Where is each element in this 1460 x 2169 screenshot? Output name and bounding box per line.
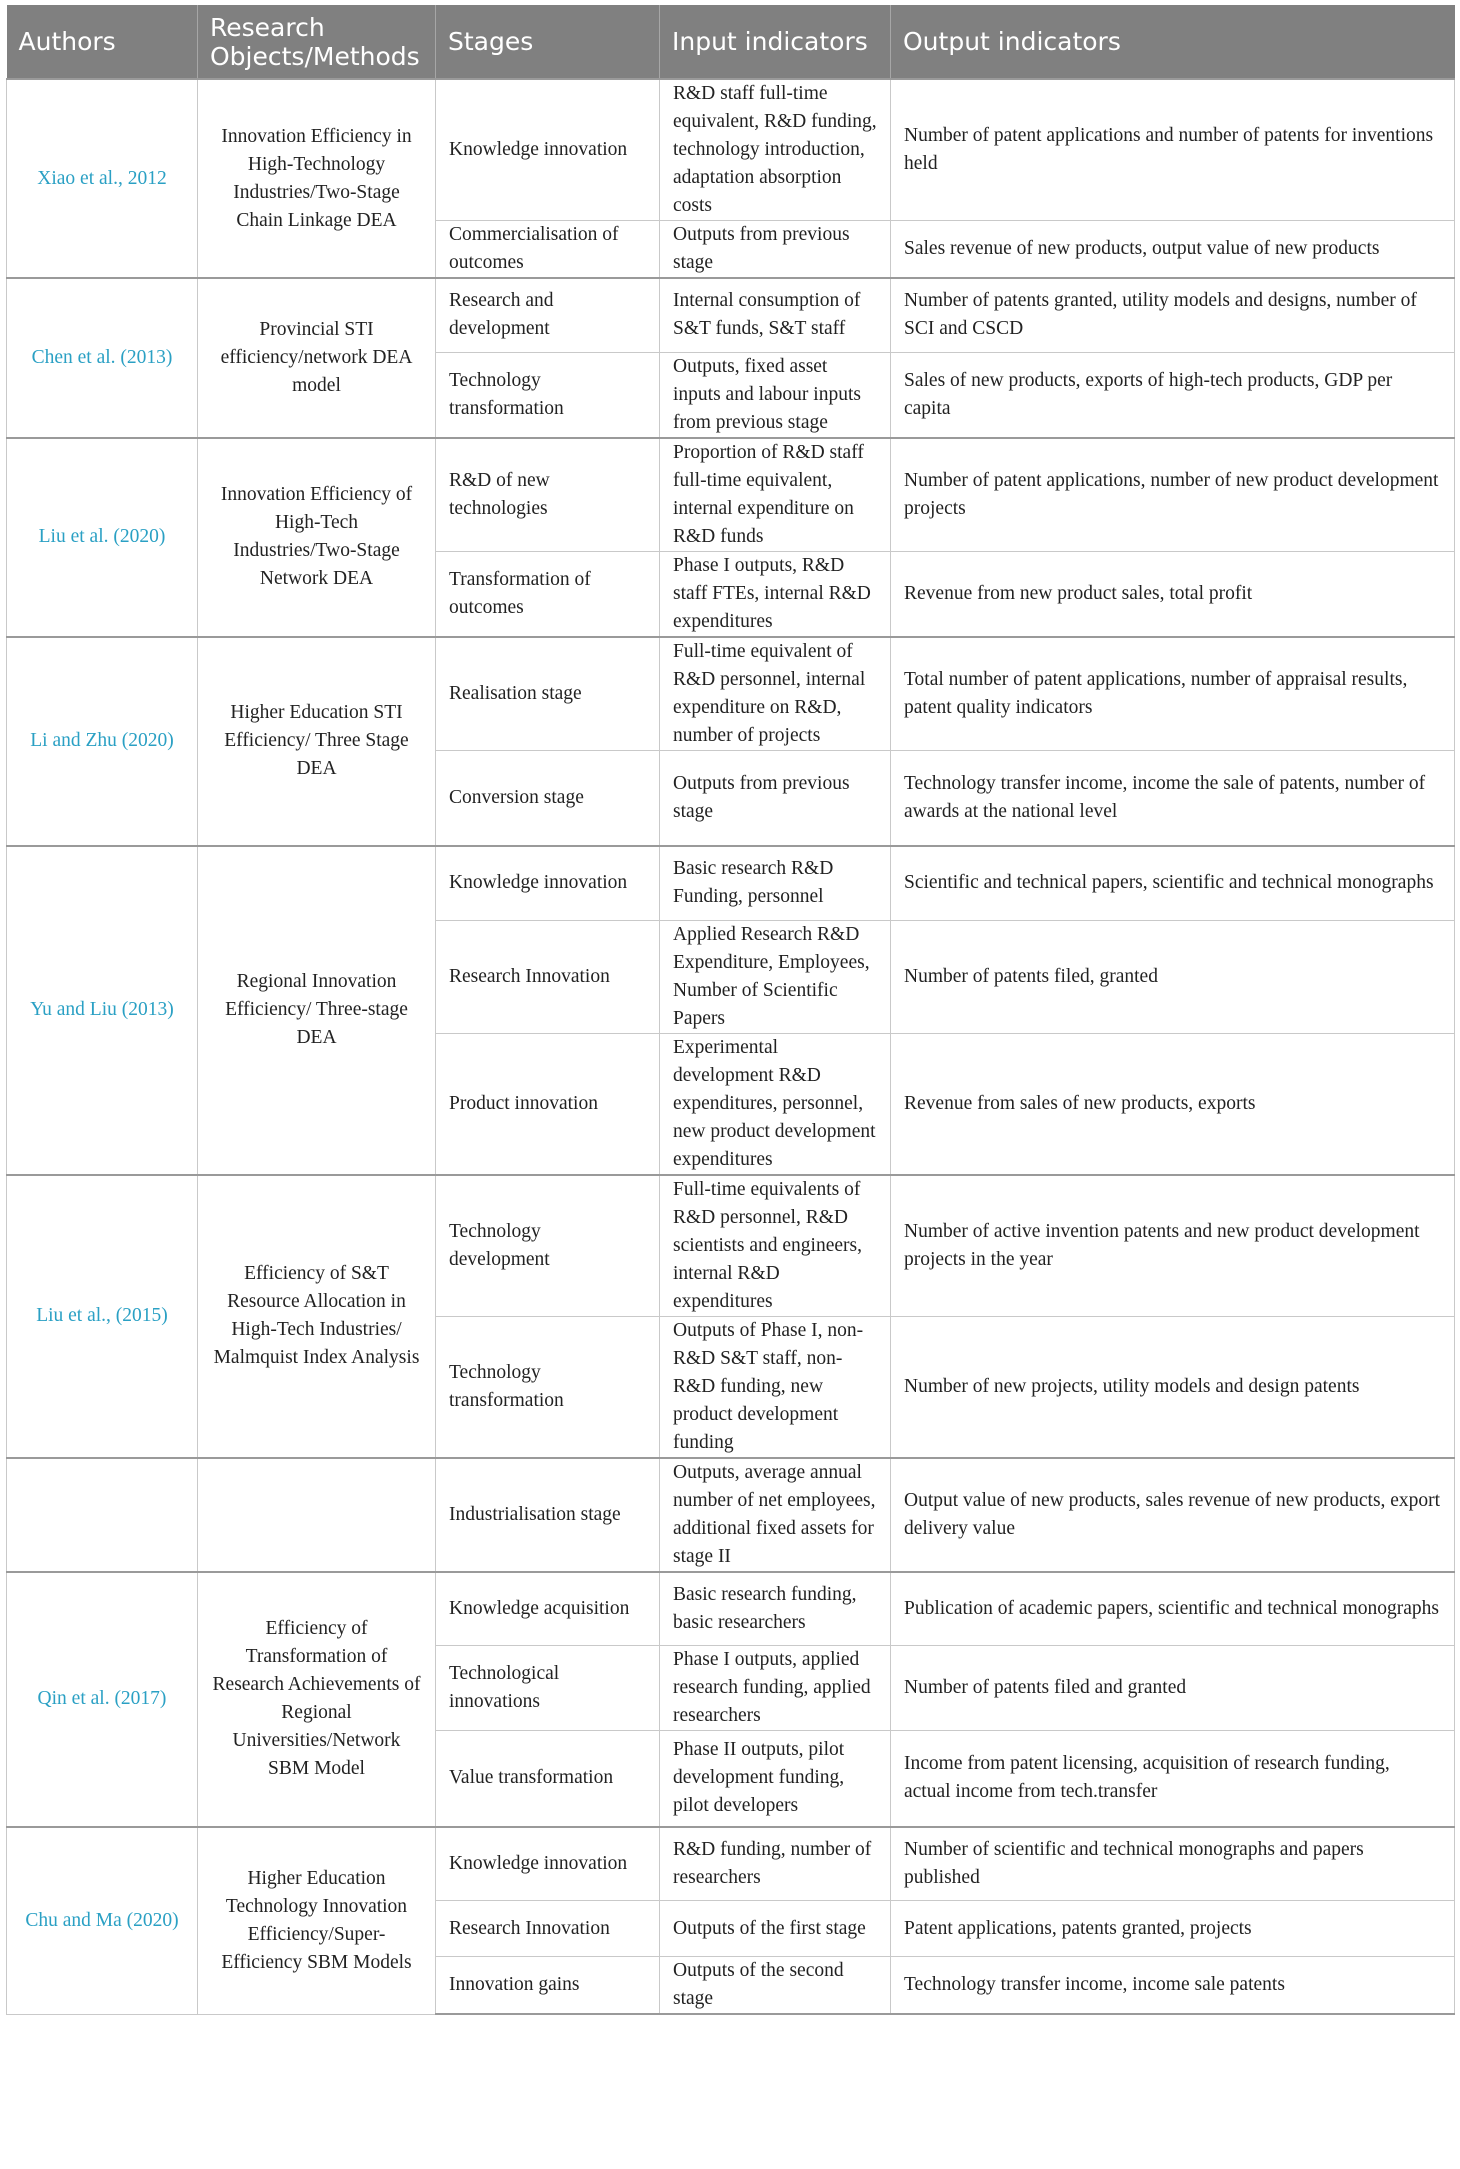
table-row	[7, 278, 1455, 352]
input-indicators-cell: R&D funding, number of researchers	[660, 1827, 891, 1901]
research-efficiency-table	[6, 5, 1455, 2015]
stage-cell: Innovation gains	[436, 1957, 660, 2015]
output-indicators-cell: Number of new projects, utility models and design patents	[891, 1316, 1455, 1458]
output-indicators-cell: Number of patents granted, utility models and designs, number of SCI and CSCD	[891, 278, 1455, 352]
output-indicators-cell: Scientific and technical papers, scientific and technical monographs	[891, 846, 1455, 920]
input-indicators-cell: Experimental development R&D expenditures, personnel, new product development expenditures	[660, 1033, 891, 1175]
table-row	[7, 637, 1455, 751]
stage-cell: Conversion stage	[436, 750, 660, 846]
author-cell[interactable]: Chu and Ma (2020)	[7, 1827, 198, 2015]
header-output-indicators: Output indicators	[891, 5, 1455, 79]
method-cell	[198, 1458, 436, 1572]
input-indicators-cell: Phase I outputs, R&D staff FTEs, internal R&D expenditures	[660, 551, 891, 637]
output-indicators-cell: Technology transfer income, income sale patents	[891, 1957, 1455, 2015]
input-indicators-cell: Full-time equivalent of R&D personnel, internal expenditure on R&D, number of projects	[660, 637, 891, 751]
input-indicators-cell: Full-time equivalents of R&D personnel, R&D scientists and engineers, internal R&D expenditures	[660, 1175, 891, 1317]
input-indicators-cell: Outputs of the second stage	[660, 1957, 891, 2015]
stage-cell: Knowledge acquisition	[436, 1572, 660, 1646]
method-cell: Higher Education Technology Innovation Efficiency/Super-Efficiency SBM Models	[198, 1827, 436, 2015]
author-cell[interactable]: Liu et al., (2015)	[7, 1175, 198, 1458]
table-header-row	[7, 5, 1455, 79]
stage-cell: Realisation stage	[436, 637, 660, 751]
input-indicators-cell: Internal consumption of S&T funds, S&T staff	[660, 278, 891, 352]
output-indicators-cell: Technology transfer income, income the sale of patents, number of awards at the national level	[891, 750, 1455, 846]
stage-cell: Technology development	[436, 1175, 660, 1317]
input-indicators-cell: Outputs from previous stage	[660, 221, 891, 279]
input-indicators-cell: Applied Research R&D Expenditure, Employees, Number of Scientific Papers	[660, 920, 891, 1033]
stage-cell: Product innovation	[436, 1033, 660, 1175]
author-cell[interactable]: Qin et al. (2017)	[7, 1572, 198, 1827]
stage-cell: Research Innovation	[436, 920, 660, 1033]
table-row	[7, 846, 1455, 920]
stage-cell: Technological innovations	[436, 1646, 660, 1731]
author-cell[interactable]: Yu and Liu (2013)	[7, 846, 198, 1175]
author-cell[interactable]: Liu et al. (2020)	[7, 438, 198, 637]
table-row	[7, 1572, 1455, 1646]
table-row	[7, 438, 1455, 552]
output-indicators-cell: Number of scientific and technical monographs and papers published	[891, 1827, 1455, 1901]
table-row	[7, 1458, 1455, 1572]
header-input-indicators: Input indicators	[660, 5, 891, 79]
stage-cell: R&D of new technologies	[436, 438, 660, 552]
input-indicators-cell: Basic research R&D Funding, personnel	[660, 846, 891, 920]
input-indicators-cell: Outputs, average annual number of net employees, additional fixed assets for stage II	[660, 1458, 891, 1572]
stage-cell: Research and development	[436, 278, 660, 352]
output-indicators-cell: Patent applications, patents granted, projects	[891, 1901, 1455, 1957]
input-indicators-cell: Outputs, fixed asset inputs and labour inputs from previous stage	[660, 352, 891, 438]
header-stages: Stages	[436, 5, 660, 79]
method-cell: Higher Education STI Efficiency/ Three Stage DEA	[198, 637, 436, 847]
table-row	[7, 1175, 1455, 1317]
input-indicators-cell: Phase I outputs, applied research funding, applied researchers	[660, 1646, 891, 1731]
output-indicators-cell: Revenue from sales of new products, exports	[891, 1033, 1455, 1175]
stage-cell: Knowledge innovation	[436, 1827, 660, 1901]
input-indicators-cell: Outputs from previous stage	[660, 750, 891, 846]
author-cell[interactable]: Xiao et al., 2012	[7, 79, 198, 278]
method-cell: Innovation Efficiency in High-Technology Industries/Two-Stage Chain Linkage DEA	[198, 79, 436, 278]
output-indicators-cell: Publication of academic papers, scientific and technical monographs	[891, 1572, 1455, 1646]
header-research-objects-methods: Research Objects/Methods	[198, 5, 436, 79]
stage-cell: Research Innovation	[436, 1901, 660, 1957]
output-indicators-cell: Output value of new products, sales revenue of new products, export delivery value	[891, 1458, 1455, 1572]
input-indicators-cell: Basic research funding, basic researchers	[660, 1572, 891, 1646]
output-indicators-cell: Sales revenue of new products, output value of new products	[891, 221, 1455, 279]
output-indicators-cell: Income from patent licensing, acquisition of research funding, actual income from tech.transfer	[891, 1731, 1455, 1827]
stage-cell: Industrialisation stage	[436, 1458, 660, 1572]
output-indicators-cell: Sales of new products, exports of high-tech products, GDP per capita	[891, 352, 1455, 438]
input-indicators-cell: Outputs of Phase I, non-R&D S&T staff, non-R&D funding, new product development funding	[660, 1316, 891, 1458]
header-authors: Authors	[7, 5, 198, 79]
method-cell: Regional Innovation Efficiency/ Three-stage DEA	[198, 846, 436, 1175]
method-cell: Provincial STI efficiency/network DEA model	[198, 278, 436, 438]
input-indicators-cell: Proportion of R&D staff full-time equivalent, internal expenditure on R&D funds	[660, 438, 891, 552]
stage-cell: Knowledge innovation	[436, 846, 660, 920]
input-indicators-cell: R&D staff full-time equivalent, R&D funding, technology introduction, adaptation absorption costs	[660, 79, 891, 221]
stage-cell: Transformation of outcomes	[436, 551, 660, 637]
author-cell[interactable]: Li and Zhu (2020)	[7, 637, 198, 847]
stage-cell: Commercialisation of outcomes	[436, 221, 660, 279]
input-indicators-cell: Outputs of the first stage	[660, 1901, 891, 1957]
stage-cell: Technology transformation	[436, 1316, 660, 1458]
output-indicators-cell: Number of patents filed, granted	[891, 920, 1455, 1033]
output-indicators-cell: Number of patents filed and granted	[891, 1646, 1455, 1731]
output-indicators-cell: Number of active invention patents and new product development projects in the year	[891, 1175, 1455, 1317]
table-row	[7, 1827, 1455, 1901]
output-indicators-cell: Total number of patent applications, number of appraisal results, patent quality indicators	[891, 637, 1455, 751]
table-row	[7, 79, 1455, 221]
output-indicators-cell: Number of patent applications and number of patents for inventions held	[891, 79, 1455, 221]
method-cell: Efficiency of Transformation of Research Achievements of Regional Universities/Network SBM Model	[198, 1572, 436, 1827]
output-indicators-cell: Revenue from new product sales, total profit	[891, 551, 1455, 637]
table-body	[7, 79, 1455, 2014]
author-cell[interactable]	[7, 1458, 198, 1572]
stage-cell: Technology transformation	[436, 352, 660, 438]
output-indicators-cell: Number of patent applications, number of new product development projects	[891, 438, 1455, 552]
author-cell[interactable]: Chen et al. (2013)	[7, 278, 198, 438]
method-cell: Efficiency of S&T Resource Allocation in High-Tech Industries/ Malmquist Index Analysis	[198, 1175, 436, 1458]
input-indicators-cell: Phase II outputs, pilot development funding, pilot developers	[660, 1731, 891, 1827]
method-cell: Innovation Efficiency of High-Tech Industries/Two-Stage Network DEA	[198, 438, 436, 637]
stage-cell: Knowledge innovation	[436, 79, 660, 221]
stage-cell: Value transformation	[436, 1731, 660, 1827]
